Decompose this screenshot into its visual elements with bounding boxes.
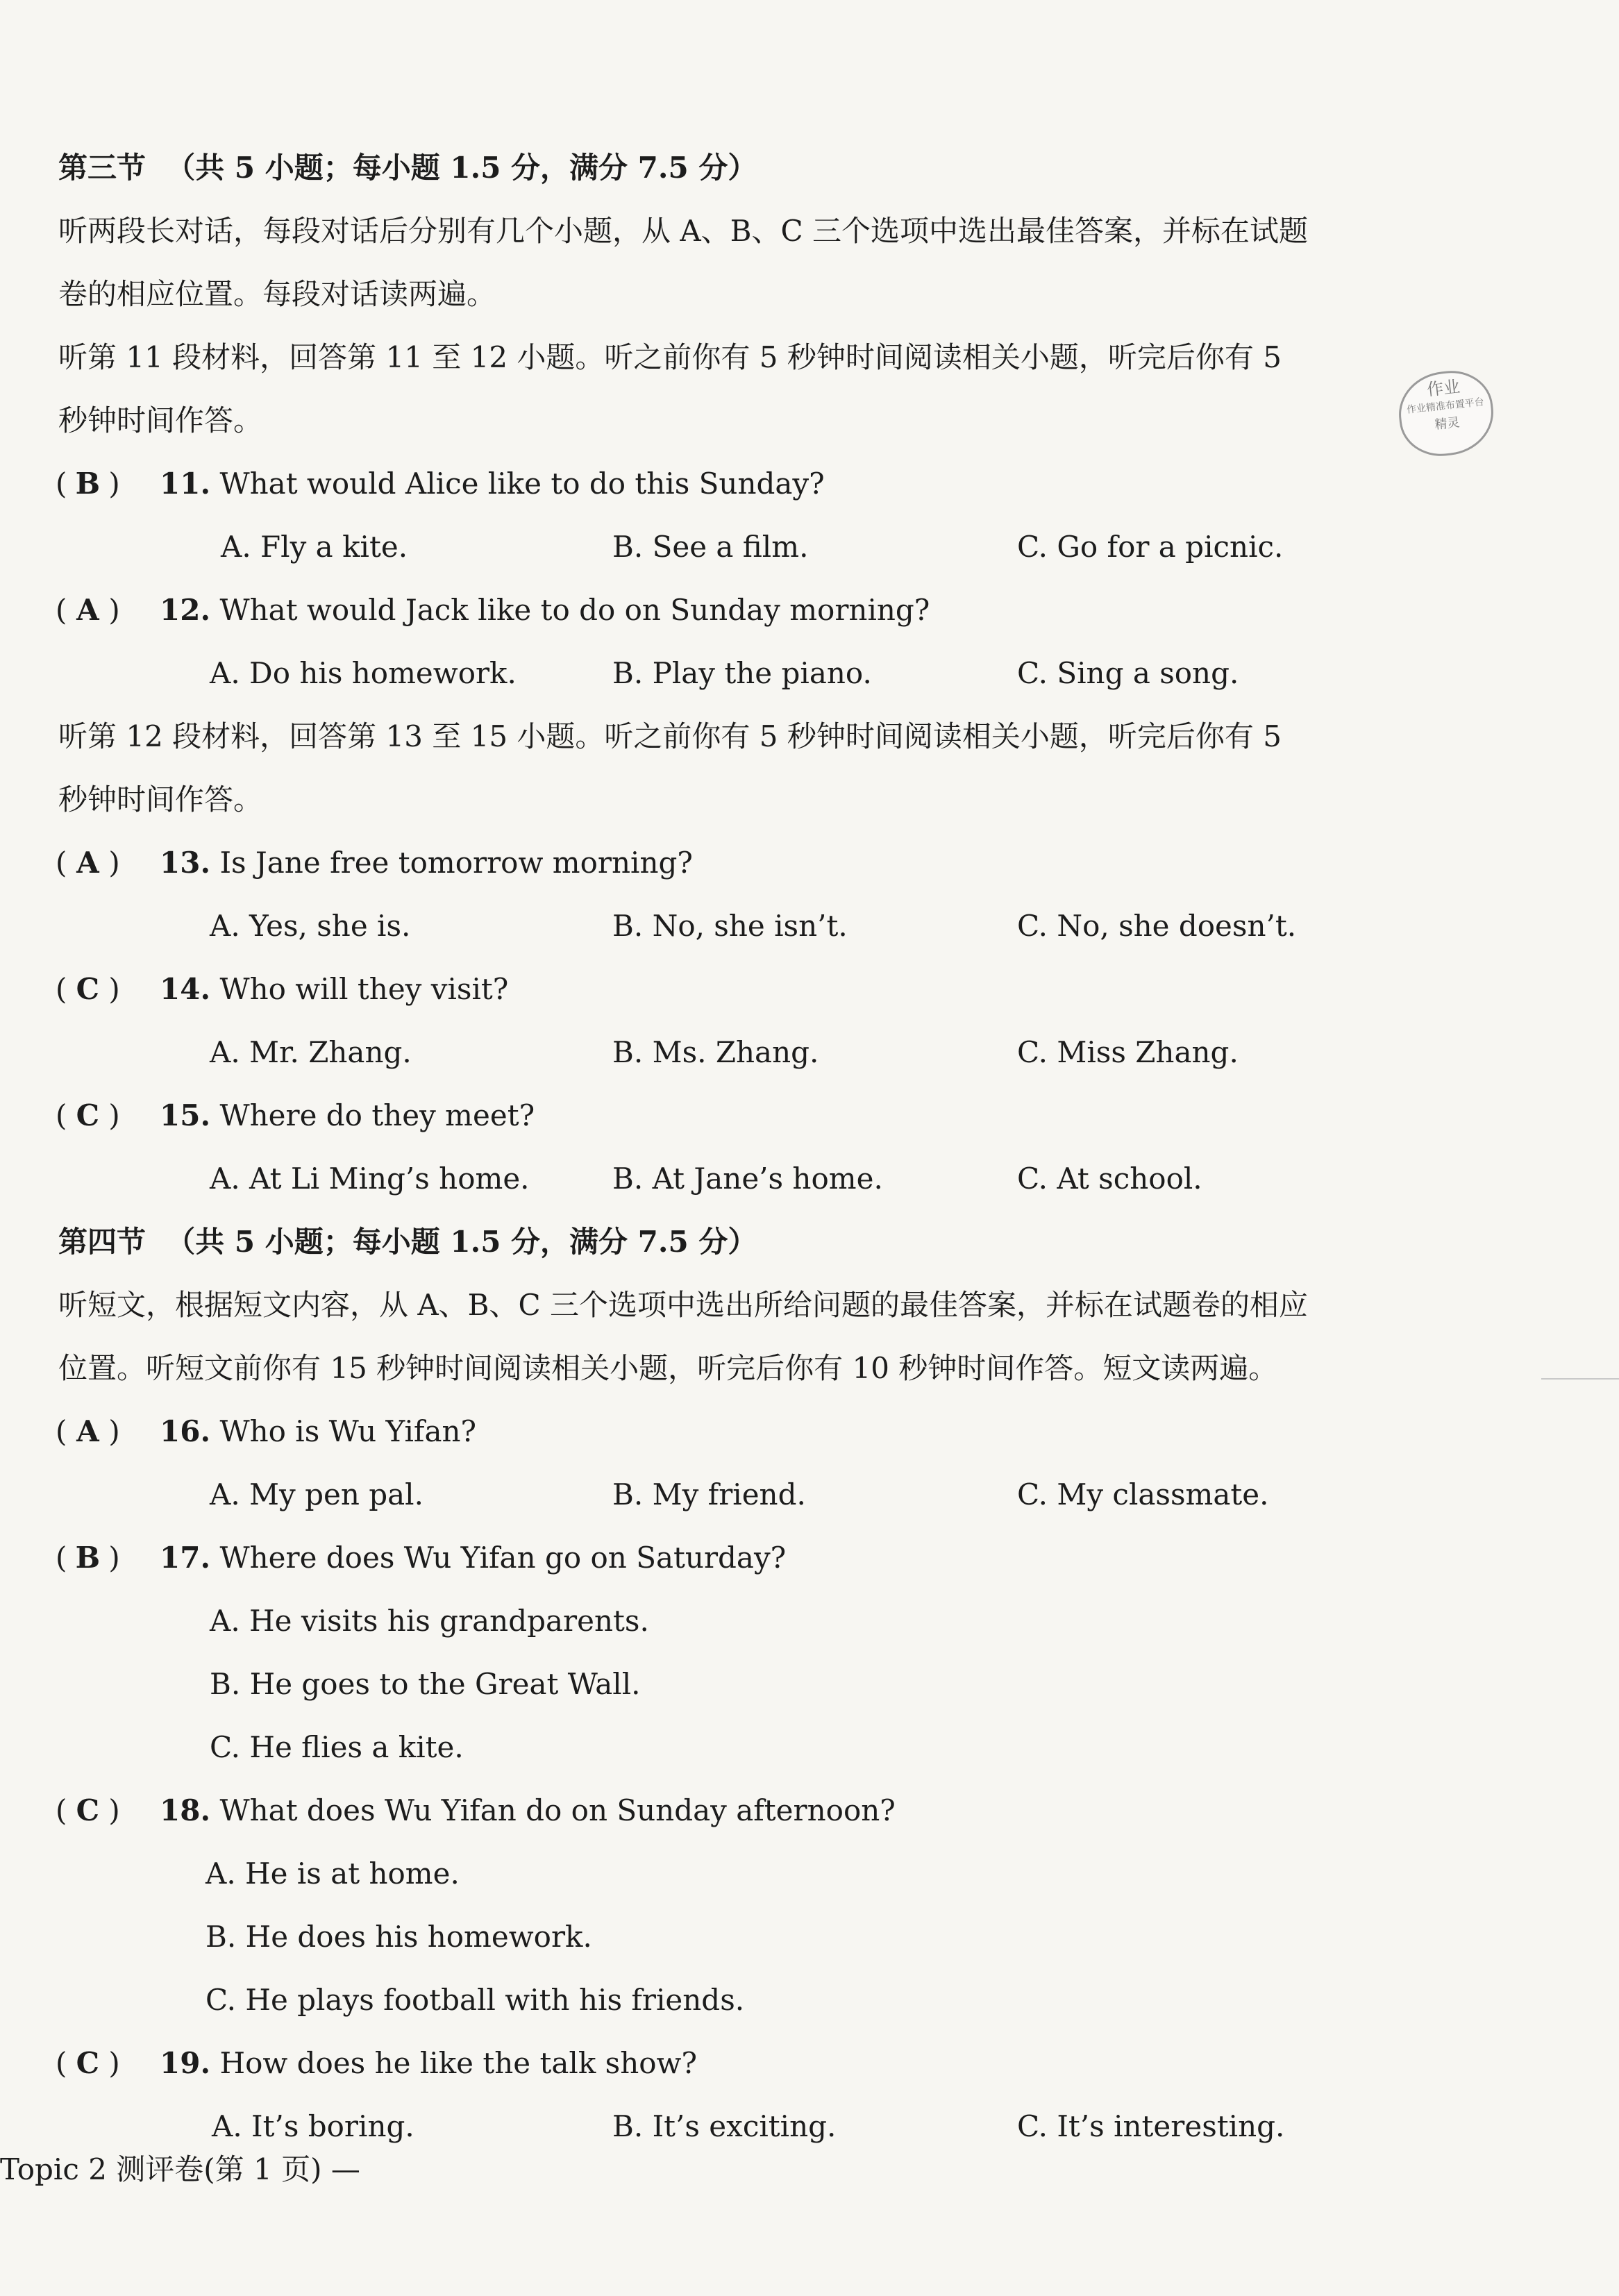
question-11: ( B ) 11. What would Alice like to do this Sunday? [56, 463, 825, 505]
option-13-c: C. No, she doesn’t. [1017, 909, 1297, 943]
page-footer: Topic 2 测评卷(第 1 页) — [0, 2152, 360, 2186]
margin-rule [1541, 1378, 1619, 1380]
answer-16: A [76, 1414, 99, 1448]
section-4-heading [58, 1221, 757, 1263]
question-number-18: 18. [160, 1793, 211, 1827]
homework-stamp [1395, 367, 1498, 460]
answer-11: B [75, 467, 101, 501]
question-number-16: 16. [160, 1414, 211, 1448]
question-19: ( C ) 19. How does he like the talk show? [56, 2043, 697, 2084]
question-text-19: How does he like the talk show? [219, 2046, 698, 2080]
option-18-a: A. He is at home. [205, 1857, 460, 1891]
answer-17: B [75, 1541, 101, 1575]
option-12-a: A. Do his homework. [210, 656, 517, 690]
option-11-a: A. Fly a kite. [221, 530, 408, 564]
option-12-b: B. Play the piano. [612, 656, 872, 690]
material-12-instruction-line-1: 听第 12 段材料，回答第 13 至 15 小题。听之前你有 5 秒钟时间阅读相关小题，听完后你有 5 [58, 719, 1282, 753]
question-number-19: 19. [160, 2046, 211, 2080]
question-text-16: Who is Wu Yifan? [219, 1414, 477, 1448]
section-3-instruction-line-2: 卷的相应位置。每段对话读两遍。 [58, 277, 496, 311]
option-13-a: A. Yes, she is. [210, 909, 411, 943]
question-14: ( C ) 14. Who will they visit? [56, 969, 508, 1010]
question-16: ( A ) 16. Who is Wu Yifan? [56, 1411, 476, 1452]
option-15-b: B. At Jane’s home. [612, 1162, 883, 1196]
material-11-instruction-line-1: 听第 11 段材料，回答第 11 至 12 小题。听之前你有 5 秒钟时间阅读相关小题，听完后你有 5 [58, 340, 1282, 374]
section-4-title: 第四节 [58, 1225, 146, 1259]
question-13: ( A ) 13. Is Jane free tomorrow morning? [56, 842, 693, 884]
option-15-a: A. At Li Ming’s home. [210, 1162, 530, 1196]
question-text-18: What does Wu Yifan do on Sunday afternoon? [219, 1793, 896, 1827]
option-11-c: C. Go for a picnic. [1017, 530, 1284, 564]
option-13-b: B. No, she isn’t. [612, 909, 848, 943]
question-number-17: 17. [160, 1541, 211, 1575]
stamp-line-3: 精灵 [1434, 415, 1461, 433]
question-number-12: 12. [160, 593, 211, 627]
option-17-a: A. He visits his grandparents. [210, 1604, 649, 1638]
stamp-line-2: 作业精准布置平台 [1406, 396, 1485, 416]
option-16-a: A. My pen pal. [210, 1477, 423, 1511]
question-number-14: 14. [160, 972, 211, 1006]
question-number-13: 13. [160, 846, 211, 880]
question-text-17: Where does Wu Yifan go on Saturday? [219, 1541, 787, 1575]
option-18-b: B. He does his homework. [205, 1920, 592, 1954]
option-14-a: A. Mr. Zhang. [210, 1035, 412, 1069]
answer-18: C [76, 1793, 100, 1827]
question-number-15: 15. [160, 1098, 211, 1132]
material-12-instruction-line-2: 秒钟时间作答。 [58, 782, 263, 816]
option-14-c: C. Miss Zhang. [1017, 1035, 1239, 1069]
option-12-c: C. Sing a song. [1017, 656, 1239, 690]
question-text-12: What would Jack like to do on Sunday morning? [219, 593, 930, 627]
option-16-c: C. My classmate. [1017, 1477, 1269, 1511]
option-18-c: C. He plays football with his friends. [205, 1983, 745, 2017]
question-12: ( A ) 12. What would Jack like to do on Sunday morning? [56, 589, 930, 631]
question-18: ( C ) 18. What does Wu Yifan do on Sunday afternoon? [56, 1790, 896, 1832]
option-15-c: C. At school. [1017, 1162, 1202, 1196]
question-text-11: What would Alice like to do this Sunday? [219, 467, 825, 501]
answer-15: C [76, 1098, 100, 1132]
question-text-13: Is Jane free tomorrow morning? [219, 846, 693, 880]
section-3-spec: （共 5 小题；每小题 1.5 分，满分 7.5 分） [166, 151, 757, 185]
answer-19: C [76, 2046, 100, 2080]
option-17-c: C. He flies a kite. [210, 1730, 464, 1764]
option-14-b: B. Ms. Zhang. [612, 1035, 819, 1069]
option-19-b: B. It’s exciting. [612, 2109, 837, 2143]
section-3-instruction-line-1: 听两段长对话，每段对话后分别有几个小题，从 A、B、C 三个选项中选出最佳答案，并标在试题 [58, 214, 1309, 248]
section-3-title: 第三节 [58, 151, 146, 185]
answer-14: C [76, 972, 100, 1006]
option-19-c: C. It’s interesting. [1017, 2109, 1285, 2143]
stamp-line-1: 作业 [1425, 376, 1461, 400]
option-17-b: B. He goes to the Great Wall. [210, 1667, 641, 1701]
section-4-instruction-line-1: 听短文，根据短文内容，从 A、B、C 三个选项中选出所给问题的最佳答案，并标在试题卷的相应 [58, 1288, 1309, 1322]
material-11-instruction-line-2: 秒钟时间作答。 [58, 403, 263, 437]
section-4-instruction-line-2: 位置。听短文前你有 15 秒钟时间阅读相关小题，听完后你有 10 秒钟时间作答。短文读两遍。 [58, 1351, 1278, 1385]
answer-12: A [76, 593, 99, 627]
question-17: ( B ) 17. Where does Wu Yifan go on Saturday? [56, 1537, 786, 1579]
question-15: ( C ) 15. Where do they meet? [56, 1095, 535, 1137]
option-16-b: B. My friend. [612, 1477, 806, 1511]
answer-13: A [76, 846, 99, 880]
option-11-b: B. See a film. [612, 530, 809, 564]
question-text-15: Where do they meet? [219, 1098, 535, 1132]
section-4-spec: （共 5 小题；每小题 1.5 分，满分 7.5 分） [166, 1225, 757, 1259]
option-19-a: A. It’s boring. [212, 2109, 414, 2143]
question-number-11: 11. [160, 467, 211, 501]
section-3-heading [58, 147, 757, 189]
question-text-14: Who will they visit? [219, 972, 509, 1006]
